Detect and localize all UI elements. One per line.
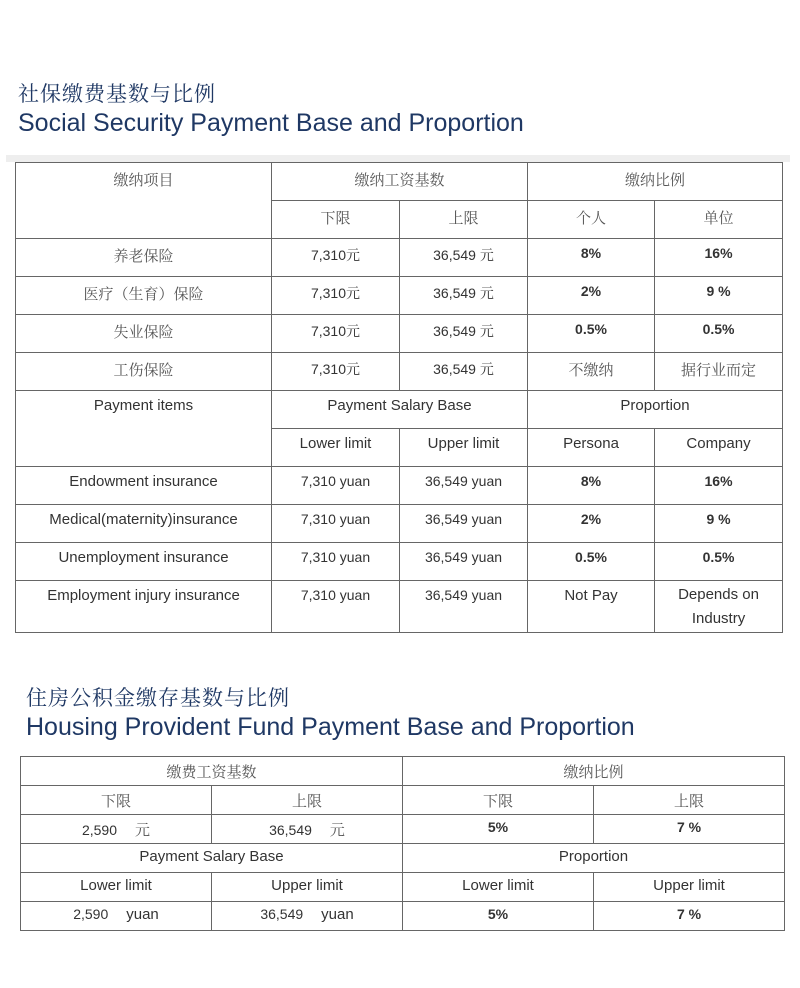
section2-heading bbox=[26, 684, 635, 742]
header-upper-cn: 上限 bbox=[400, 201, 528, 239]
section1-title-en: Social Security Payment Base and Proportion bbox=[18, 109, 524, 137]
personal-ratio: 不缴纳 bbox=[528, 353, 655, 391]
header-base-cn: 缴费工资基数 bbox=[21, 757, 403, 786]
upper-limit-value bbox=[212, 815, 403, 844]
header-base-en: Payment Salary Base bbox=[272, 391, 528, 429]
table-row bbox=[16, 467, 783, 505]
personal-ratio: 0.5% bbox=[528, 315, 655, 353]
personal-ratio: Not Pay bbox=[528, 581, 655, 633]
company-ratio: 9 % bbox=[655, 505, 783, 543]
item-name-cn: 医疗（生育）保险 bbox=[16, 277, 272, 315]
header-lower-cn: 下限 bbox=[21, 786, 212, 815]
header-items-en: Payment items bbox=[16, 391, 272, 467]
housing-fund-table bbox=[20, 756, 785, 931]
personal-ratio: 8% bbox=[528, 467, 655, 505]
item-name-cn: 工伤保险 bbox=[16, 353, 272, 391]
upper-limit-number: 36,549 bbox=[269, 822, 312, 838]
section2-title-cn: 住房公积金缴存基数与比例 bbox=[26, 686, 290, 710]
header-lower-en: Lower limit bbox=[21, 873, 212, 902]
header-personal-cn: 个人 bbox=[528, 201, 655, 239]
lower-limit-value: 7,310 yuan bbox=[272, 543, 400, 581]
table-row bbox=[16, 505, 783, 543]
item-name-en: Medical(maternity)insurance bbox=[16, 505, 272, 543]
personal-ratio: 8% bbox=[528, 239, 655, 277]
section1-heading bbox=[18, 80, 524, 138]
table-row bbox=[16, 543, 783, 581]
header-upper-en: Upper limit bbox=[212, 873, 403, 902]
header-items-cn: 缴纳项目 bbox=[16, 163, 272, 239]
upper-limit-value bbox=[212, 902, 403, 931]
upper-limit-unit: 元 bbox=[329, 821, 345, 839]
ratio-upper-value: 7 % bbox=[594, 815, 785, 844]
lower-limit-value: 7,310元 bbox=[272, 353, 400, 391]
item-name-cn: 养老保险 bbox=[16, 239, 272, 277]
header-lower-cn: 下限 bbox=[272, 201, 400, 239]
lower-limit-value: 7,310元 bbox=[272, 239, 400, 277]
header-ratio-upper-en: Upper limit bbox=[594, 873, 785, 902]
upper-limit-value: 36,549 元 bbox=[400, 239, 528, 277]
upper-limit-value: 36,549 元 bbox=[400, 353, 528, 391]
company-ratio: 0.5% bbox=[655, 543, 783, 581]
lower-limit-value bbox=[21, 902, 212, 931]
item-name-cn: 失业保险 bbox=[16, 315, 272, 353]
section2-title-en: Housing Provident Fund Payment Base and Proportion bbox=[26, 713, 635, 741]
header-company-en: Company bbox=[655, 429, 783, 467]
item-name-en: Employment injury insurance bbox=[16, 581, 272, 633]
header-ratio-en: Proportion bbox=[403, 844, 785, 873]
upper-limit-value: 36,549 yuan bbox=[400, 581, 528, 633]
upper-limit-value: 36,549 yuan bbox=[400, 467, 528, 505]
table-row bbox=[16, 581, 783, 633]
lower-limit-value bbox=[21, 815, 212, 844]
upper-limit-value: 36,549 yuan bbox=[400, 543, 528, 581]
section1-title-cn: 社保缴费基数与比例 bbox=[18, 82, 216, 106]
company-ratio: 16% bbox=[655, 467, 783, 505]
personal-ratio: 2% bbox=[528, 505, 655, 543]
header-ratio-upper-cn: 上限 bbox=[594, 786, 785, 815]
lower-limit-unit: yuan bbox=[126, 906, 159, 923]
company-ratio: 据行业而定 bbox=[655, 353, 783, 391]
header-ratio-cn: 缴纳比例 bbox=[528, 163, 783, 201]
item-name-en: Endowment insurance bbox=[16, 467, 272, 505]
lower-limit-value: 7,310 yuan bbox=[272, 581, 400, 633]
upper-limit-value: 36,549 yuan bbox=[400, 505, 528, 543]
upper-limit-value: 36,549 元 bbox=[400, 277, 528, 315]
header-personal-en: Persona bbox=[528, 429, 655, 467]
personal-ratio: 2% bbox=[528, 277, 655, 315]
ratio-lower-value: 5% bbox=[403, 815, 594, 844]
company-ratio: Depends on Industry bbox=[655, 581, 783, 633]
table-row bbox=[16, 353, 783, 391]
company-ratio: 9 % bbox=[655, 277, 783, 315]
personal-ratio: 0.5% bbox=[528, 543, 655, 581]
lower-limit-value: 7,310 yuan bbox=[272, 467, 400, 505]
lower-limit-number: 2,590 bbox=[81, 822, 118, 838]
table-row bbox=[21, 902, 785, 931]
table-row bbox=[16, 277, 783, 315]
header-company-cn: 单位 bbox=[655, 201, 783, 239]
header-upper-en: Upper limit bbox=[400, 429, 528, 467]
table-shadow bbox=[6, 155, 790, 162]
table-row bbox=[16, 239, 783, 277]
header-ratio-lower-cn: 下限 bbox=[403, 786, 594, 815]
social-security-table bbox=[15, 162, 783, 633]
company-ratio: 16% bbox=[655, 239, 783, 277]
item-name-en: Unemployment insurance bbox=[16, 543, 272, 581]
lower-limit-value: 7,310元 bbox=[272, 315, 400, 353]
header-ratio-lower-en: Lower limit bbox=[403, 873, 594, 902]
header-lower-en: Lower limit bbox=[272, 429, 400, 467]
table-row bbox=[16, 315, 783, 353]
upper-limit-value: 36,549 元 bbox=[400, 315, 528, 353]
company-ratio: 0.5% bbox=[655, 315, 783, 353]
ratio-upper-value: 7 % bbox=[594, 902, 785, 931]
header-ratio-en: Proportion bbox=[528, 391, 783, 429]
lower-limit-value: 7,310元 bbox=[272, 277, 400, 315]
upper-limit-unit: yuan bbox=[321, 906, 354, 923]
header-base-en: Payment Salary Base bbox=[21, 844, 403, 873]
lower-limit-value: 7,310 yuan bbox=[272, 505, 400, 543]
ratio-lower-value: 5% bbox=[403, 902, 594, 931]
lower-limit-unit: 元 bbox=[135, 821, 151, 839]
upper-limit-number: 36,549 bbox=[260, 906, 304, 922]
header-base-cn: 缴纳工资基数 bbox=[272, 163, 528, 201]
header-upper-cn: 上限 bbox=[212, 786, 403, 815]
lower-limit-number: 2,590 bbox=[73, 906, 109, 922]
header-ratio-cn: 缴纳比例 bbox=[403, 757, 785, 786]
table-row bbox=[21, 815, 785, 844]
